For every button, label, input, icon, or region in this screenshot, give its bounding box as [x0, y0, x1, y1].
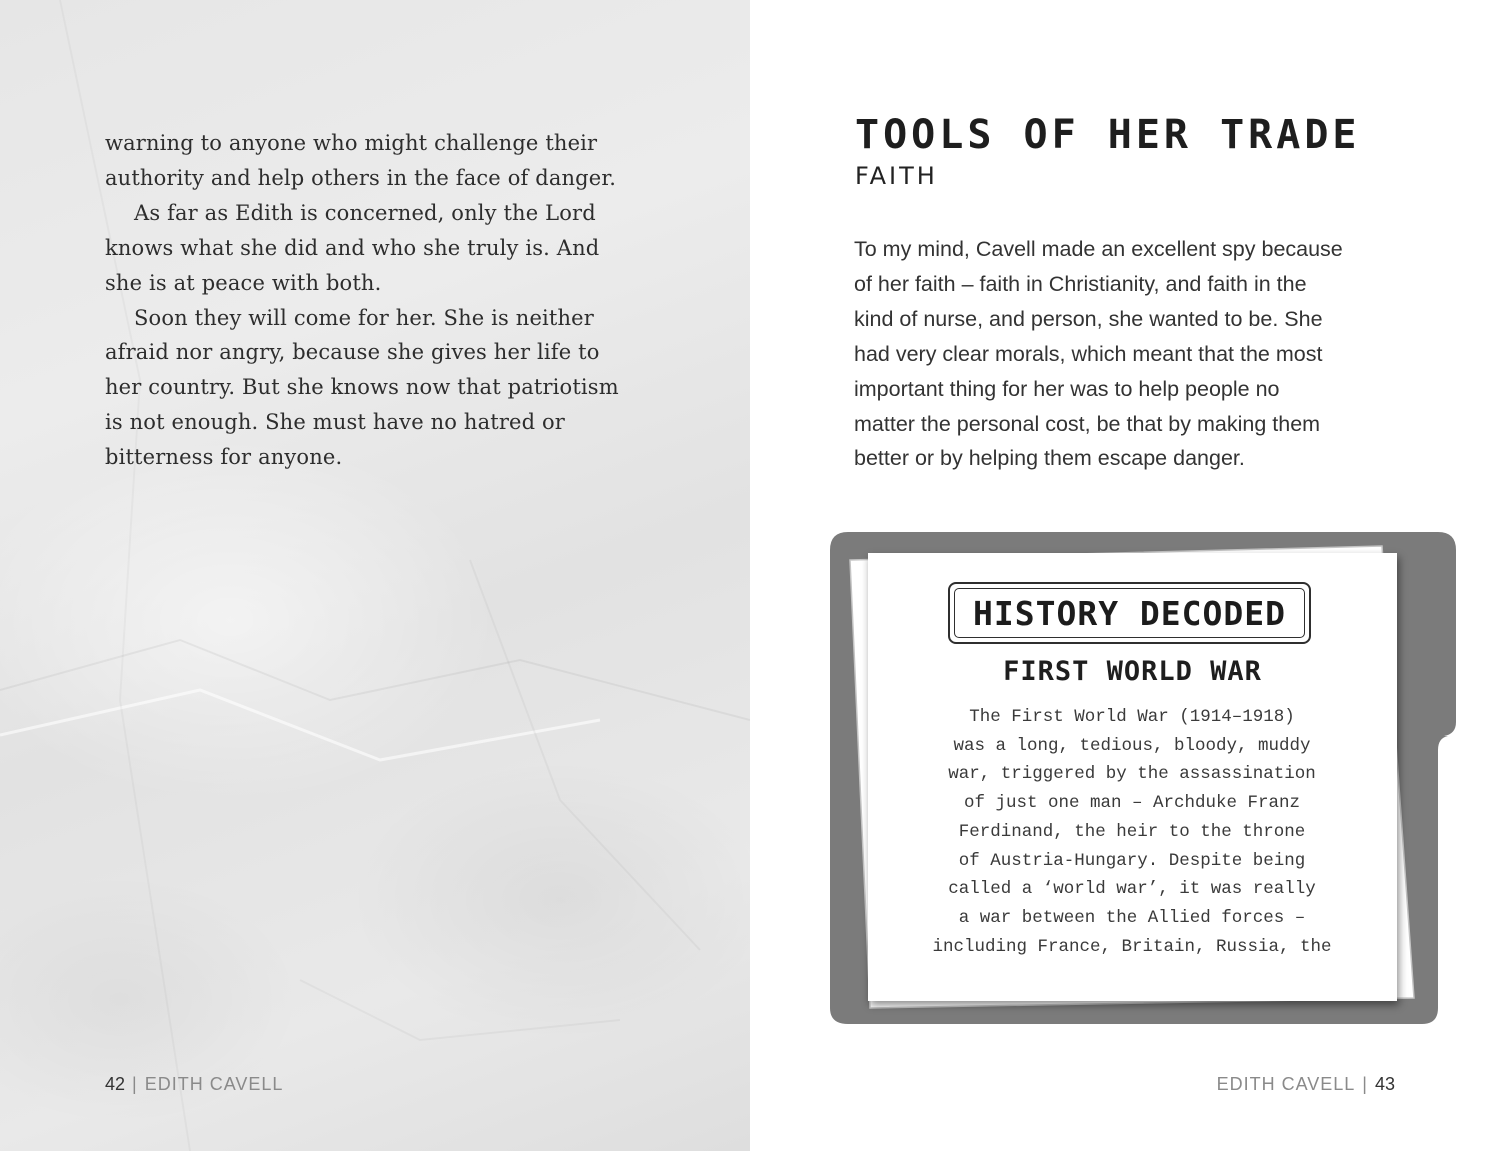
footer-separator: | [1362, 1074, 1368, 1094]
history-decoded-card [868, 553, 1397, 1001]
text-line: afraid nor angry, because she gives her life to [105, 340, 600, 365]
text-line: kind of nurse, and person, she wanted to be. She [854, 306, 1323, 331]
footer-separator: | [132, 1074, 138, 1094]
card-text-line: Ferdinand, the heir to the throne [958, 821, 1306, 842]
right-page [750, 0, 1500, 1151]
history-decoded-label: HISTORY DECODED [954, 588, 1305, 638]
page-number-right: 43 [1374, 1074, 1395, 1094]
card-text-line: of just one man – Archduke Franz [963, 793, 1301, 814]
text-line: Soon they will come for her. She is neither [134, 305, 594, 330]
card-text-line: including France, Britain, Russia, the [932, 936, 1332, 957]
left-page-footer [105, 1072, 283, 1096]
page-number-left: 42 [105, 1074, 126, 1094]
section-title: TOOLS OF HER TRADE [855, 112, 1361, 158]
card-text-line: war, triggered by the assassination [948, 764, 1316, 785]
left-body-text [105, 126, 665, 475]
running-title-right: EDITH CAVELL [1216, 1074, 1356, 1094]
text-line: of her faith – faith in Christianity, and faith in the [854, 271, 1307, 296]
text-line: she is at peace with both. [105, 270, 382, 295]
running-title-left: EDITH CAVELL [144, 1074, 284, 1094]
text-line: is not enough. She must have no hatred or [105, 410, 565, 435]
card-text-line: The First World War (1914–1918) [969, 707, 1295, 727]
text-line: knows what she did and who she truly is. And [105, 235, 600, 260]
history-decoded-label-box [948, 582, 1311, 644]
card-heading: FIRST WORLD WAR [1003, 656, 1262, 687]
section-subtitle: FAITH [855, 162, 938, 190]
right-page-footer [1217, 1072, 1395, 1096]
card-text-line: of Austria-Hungary. Despite being [958, 850, 1306, 871]
text-line: better or by helping them escape danger. [854, 446, 1245, 471]
text-line: To my mind, Cavell made an excellent spy because [854, 237, 1343, 261]
card-text-line: called a ‘world war’, it was really [948, 879, 1316, 900]
text-line: authority and help others in the face of danger. [105, 165, 617, 190]
text-line: As far as Edith is concerned, only the Lord [134, 200, 596, 225]
right-body-text [854, 232, 1394, 476]
text-line: bitterness for anyone. [105, 445, 343, 470]
card-text-line: a war between the Allied forces – [958, 907, 1306, 928]
text-line: matter the personal cost, be that by making them [854, 411, 1321, 436]
card-text-line: was a long, tedious, bloody, muddy [953, 735, 1311, 756]
text-line: had very clear morals, which meant that the most [854, 341, 1323, 366]
card-text [882, 703, 1382, 961]
text-line: warning to anyone who might challenge their [105, 131, 598, 155]
text-line: important thing for her was to help people no [854, 376, 1280, 401]
text-line: her country. But she knows now that patriotism [105, 375, 619, 400]
